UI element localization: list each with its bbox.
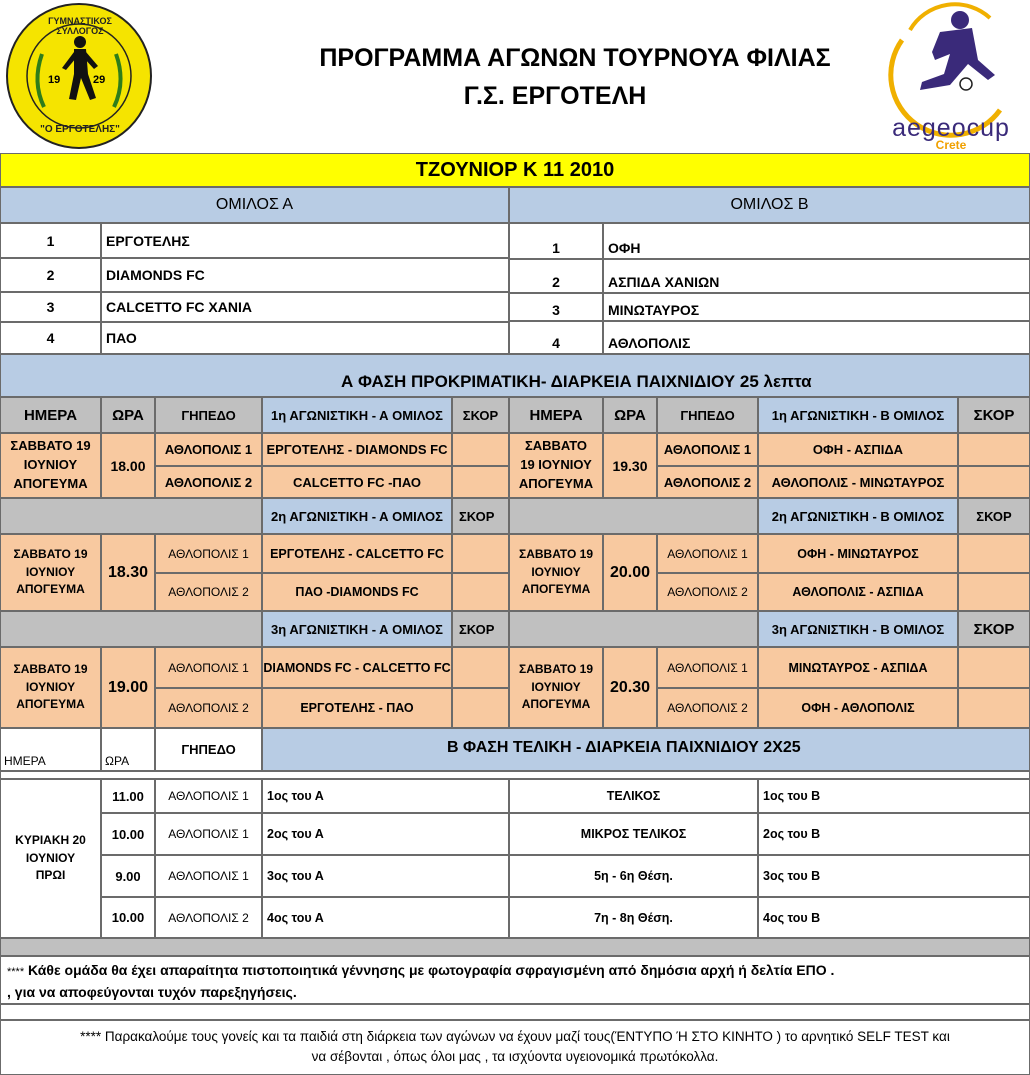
match-score-b bbox=[958, 688, 1030, 728]
match-field-b: ΑΘΛΟΠΟΛΙΣ 1 bbox=[657, 433, 758, 466]
match-field-b: ΑΘΛΟΠΟΛΙΣ 2 bbox=[657, 573, 758, 611]
match-time-b: 19.30 bbox=[603, 433, 657, 498]
note-2 bbox=[0, 1020, 1030, 1075]
final-team-b: 3ος του Β bbox=[758, 855, 1030, 897]
note-2-line1: **** Παρακαλούμε τους γονείς και τα παιδιά στη διάρκεια των αγώνων να έχουν μαζί τους(ΈΝΤΥΠΟ Ή ΣΤΟ ΚΙΝΗΤΟ ) το αρνητικό SELF TEST και bbox=[80, 1029, 950, 1044]
phase-a-title-text: Α ΦΑΣΗ ΠΡΟΚΡΙΜΑΤΙΚΗ- ΔΙΑΡΚΕΙΑ ΠΑΙΧΝΙΔΙΟΥ 25 λεπτα bbox=[341, 372, 812, 391]
match-fixture-a: ΠΑΟ -DIAMONDS FC bbox=[262, 573, 452, 611]
match-day-a: ΣΑΒΒΑΤΟ 19 ΙΟΥΝΙΟΥ ΑΠΟΓΕΥΜΑ bbox=[0, 534, 101, 611]
match-fixture-b: ΟΦΗ - ΑΣΠΙΔΑ bbox=[758, 433, 958, 466]
match-score-a bbox=[452, 573, 509, 611]
phase-b-spacer bbox=[0, 771, 1030, 779]
match-time-b: 20.30 bbox=[603, 647, 657, 728]
match-field-a: ΑΘΛΟΠΟΛΙΣ 1 bbox=[155, 534, 262, 573]
group-a-team-num: 2 bbox=[0, 258, 101, 292]
match-fixture-a: ΕΡΓΟΤΕΛΗΣ - CALCETTO FC bbox=[262, 534, 452, 573]
match-fixture-b: ΜΙΝΩΤΑΥΡΟΣ - ΑΣΠΙΔΑ bbox=[758, 647, 958, 688]
match-score-a bbox=[452, 688, 509, 728]
round-spacer-b bbox=[509, 498, 758, 534]
match-field-b: ΑΘΛΟΠΟΛΙΣ 2 bbox=[657, 466, 758, 498]
note-1 bbox=[0, 956, 1030, 1004]
group-a-team-name: CALCETTO FC ΧΑΝΙΑ bbox=[101, 292, 509, 322]
match-fixture-b: ΑΘΛΟΠΟΛΙΣ - ΑΣΠΙΔΑ bbox=[758, 573, 958, 611]
final-field: ΑΘΛΟΠΟΛΙΣ 1 bbox=[155, 855, 262, 897]
match-score-a bbox=[452, 433, 509, 466]
footballer-icon bbox=[920, 11, 995, 90]
note-1-prefix: **** bbox=[7, 966, 25, 978]
final-team-b: 4ος του Β bbox=[758, 897, 1030, 938]
match-field-a: ΑΘΛΟΠΟΛΙΣ 2 bbox=[155, 688, 262, 728]
phase-b-title: Β ΦΑΣΗ ΤΕΛΙΚΗ - ΔΙΑΡΚΕΙΑ ΠΑΙΧΝΙΔΙΟΥ 2Χ25 bbox=[262, 728, 1030, 771]
group-b-team-num: 4 bbox=[509, 321, 603, 354]
group-a-team-name: DIAMONDS FC bbox=[101, 258, 509, 292]
col-header-score-a: ΣΚΟΡ bbox=[452, 397, 509, 433]
round-label-b: 3η ΑΓΩΝΙΣΤΙΚΗ - Β ΟΜΙΛΟΣ bbox=[758, 611, 958, 647]
col-header-score-b: ΣΚΟΡ bbox=[958, 498, 1030, 534]
match-fixture-a: CALCETTO FC -ΠΑΟ bbox=[262, 466, 452, 498]
club-logo-top-text: ΓΥΜΝΑΣΤΙΚΟΣ ΣΥΛΛΟΓΟΣ bbox=[48, 16, 112, 36]
club-logo-year-right: 29 bbox=[93, 74, 106, 86]
separator-row bbox=[0, 938, 1030, 956]
round-spacer-b bbox=[509, 611, 758, 647]
note-spacer bbox=[0, 1004, 1030, 1020]
final-field: ΑΘΛΟΠΟΛΙΣ 1 bbox=[155, 779, 262, 813]
col-header-day-a: ΗΜΕΡΑ bbox=[0, 397, 101, 433]
match-score-b bbox=[958, 433, 1030, 466]
match-fixture-a: ΕΡΓΟΤΕΛΗΣ - ΠΑΟ bbox=[262, 688, 452, 728]
final-team-a: 3ος του Α bbox=[262, 855, 509, 897]
note-1-line1 bbox=[7, 960, 1023, 982]
round-spacer-a bbox=[0, 498, 262, 534]
phase-b-col-time: ΩΡΑ bbox=[101, 728, 155, 771]
final-title: 7η - 8η Θέση. bbox=[509, 897, 758, 938]
match-field-b: ΑΘΛΟΠΟΛΙΣ 1 bbox=[657, 534, 758, 573]
match-day-a: ΣΑΒΒΑΤΟ 19 ΙΟΥΝΙΟΥ ΑΠΟΓΕΥΜΑ bbox=[0, 433, 101, 498]
page-title-line1: ΠΡΟΓΡΑΜΜΑ ΑΓΩΝΩΝ ΤΟΥΡΝΟΥΑ ΦΙΛΙΑΣ bbox=[319, 44, 831, 72]
match-day-b: ΣΑΒΒΑΤΟ 19 ΙΟΥΝΙΟΥ ΑΠΟΓΕΥΜΑ bbox=[509, 433, 603, 498]
round-label-b: 2η ΑΓΩΝΙΣΤΙΚΗ - Β ΟΜΙΛΟΣ bbox=[758, 498, 958, 534]
col-header-time-a: ΩΡΑ bbox=[101, 397, 155, 433]
final-time: 10.00 bbox=[101, 813, 155, 855]
group-a-team-num: 1 bbox=[0, 223, 101, 258]
final-title: ΤΕΛΙΚΟΣ bbox=[509, 779, 758, 813]
final-field: ΑΘΛΟΠΟΛΙΣ 2 bbox=[155, 897, 262, 938]
match-score-b bbox=[958, 534, 1030, 573]
match-score-b bbox=[958, 466, 1030, 498]
match-day-b: ΣΑΒΒΑΤΟ 19 ΙΟΥΝΙΟΥ ΑΠΟΓΕΥΜΑ bbox=[509, 647, 603, 728]
round-label-b: 1η ΑΓΩΝΙΣΤΙΚΗ - Β ΟΜΙΛΟΣ bbox=[758, 397, 958, 433]
match-fixture-b: ΟΦΗ - ΑΘΛΟΠΟΛΙΣ bbox=[758, 688, 958, 728]
group-b-team-name: ΜΙΝΩΤΑΥΡΟΣ bbox=[603, 293, 1030, 321]
group-a-team-name: ΕΡΓΟΤΕΛΗΣ bbox=[101, 223, 509, 258]
match-time-a: 18.30 bbox=[101, 534, 155, 611]
group-a-team-name: ΠΑΟ bbox=[101, 322, 509, 354]
match-time-b: 20.00 bbox=[603, 534, 657, 611]
match-fixture-b: ΑΘΛΟΠΟΛΙΣ - ΜΙΝΩΤΑΥΡΟΣ bbox=[758, 466, 958, 498]
match-field-a: ΑΘΛΟΠΟΛΙΣ 1 bbox=[155, 647, 262, 688]
group-a-team-num: 4 bbox=[0, 322, 101, 354]
col-header-score-b: ΣΚΟΡ bbox=[958, 397, 1030, 433]
match-score-b bbox=[958, 647, 1030, 688]
category-title: ΤΖΟΥΝΙΟΡ Κ 11 2010 bbox=[0, 153, 1030, 187]
final-team-a: 2ος του Α bbox=[262, 813, 509, 855]
match-score-a bbox=[452, 647, 509, 688]
round-spacer-a bbox=[0, 611, 262, 647]
final-time: 10.00 bbox=[101, 897, 155, 938]
group-a-team-num: 3 bbox=[0, 292, 101, 322]
col-header-time-b: ΩΡΑ bbox=[603, 397, 657, 433]
col-header-field-b: ΓΗΠΕΔΟ bbox=[657, 397, 758, 433]
col-header-field-a: ΓΗΠΕΔΟ bbox=[155, 397, 262, 433]
round-label-a: 3η ΑΓΩΝΙΣΤΙΚΗ - Α ΟΜΙΛΟΣ bbox=[262, 611, 452, 647]
col-header-score-a: ΣΚΟΡ bbox=[452, 611, 509, 647]
round-label-a: 1η ΑΓΩΝΙΣΤΙΚΗ - Α ΟΜΙΛΟΣ bbox=[262, 397, 452, 433]
cup-logo-name: aegeocup bbox=[892, 114, 1010, 142]
match-time-a: 18.00 bbox=[101, 433, 155, 498]
phase-b-col-day: ΗΜΕΡΑ bbox=[0, 728, 101, 771]
group-b-team-name: ΟΦΗ bbox=[603, 223, 1030, 259]
final-team-b: 1ος του Β bbox=[758, 779, 1030, 813]
match-field-a: ΑΘΛΟΠΟΛΙΣ 2 bbox=[155, 466, 262, 498]
match-time-a: 19.00 bbox=[101, 647, 155, 728]
final-title: 5η - 6η Θέση. bbox=[509, 855, 758, 897]
header-area bbox=[0, 0, 1030, 153]
match-field-a: ΑΘΛΟΠΟΛΙΣ 1 bbox=[155, 433, 262, 466]
final-title: ΜΙΚΡΟΣ ΤΕΛΙΚΟΣ bbox=[509, 813, 758, 855]
match-field-b: ΑΘΛΟΠΟΛΙΣ 2 bbox=[657, 688, 758, 728]
round-label-a: 2η ΑΓΩΝΙΣΤΙΚΗ - Α ΟΜΙΛΟΣ bbox=[262, 498, 452, 534]
note-1-line2: , για να αποφεύγονται τυχόν παρεξηγήσεις. bbox=[7, 984, 297, 1000]
note-2-line2: να σέβονται , όπως όλοι μας , τα ισχύοντα υγειονομικά πρωτόκολλα. bbox=[311, 1049, 719, 1064]
final-team-a: 1ος του Α bbox=[262, 779, 509, 813]
page-title-line2: Γ.Σ. ΕΡΓΟΤΕΛΗ bbox=[463, 82, 647, 110]
phase-b-day: ΚΥΡΙΑΚΗ 20 ΙΟΥΝΙΟΥ ΠΡΩΙ bbox=[0, 779, 101, 938]
final-team-b: 2ος του Β bbox=[758, 813, 1030, 855]
match-fixture-a: ΕΡΓΟΤΕΛΗΣ - DIAMONDS FC bbox=[262, 433, 452, 466]
match-score-a bbox=[452, 466, 509, 498]
match-field-a: ΑΘΛΟΠΟΛΙΣ 2 bbox=[155, 573, 262, 611]
group-b-team-num: 2 bbox=[509, 259, 603, 293]
match-field-b: ΑΘΛΟΠΟΛΙΣ 1 bbox=[657, 647, 758, 688]
note-1-text: Κάθε ομάδα θα έχει απαραίτητα πιστοποιητικά γέννησης με φωτογραφία σφραγισμένη από δημόσια αρχή ή δελτία ΕΠΟ . bbox=[28, 962, 835, 978]
final-time: 9.00 bbox=[101, 855, 155, 897]
match-fixture-a: DIAMONDS FC - CALCETTO FC bbox=[262, 647, 452, 688]
group-b-team-name: ΑΘΛΟΠΟΛΙΣ bbox=[603, 321, 1030, 354]
phase-a-title bbox=[0, 354, 1030, 397]
match-day-a: ΣΑΒΒΑΤΟ 19 ΙΟΥΝΙΟΥ ΑΠΟΓΕΥΜΑ bbox=[0, 647, 101, 728]
match-score-b bbox=[958, 573, 1030, 611]
final-time: 11.00 bbox=[101, 779, 155, 813]
cup-logo-sub: Crete bbox=[935, 138, 967, 152]
group-b-header: ΟΜΙΛΟΣ Β bbox=[509, 187, 1030, 223]
club-logo-year-left: 19 bbox=[48, 74, 61, 86]
final-team-a: 4ος του Α bbox=[262, 897, 509, 938]
final-field: ΑΘΛΟΠΟΛΙΣ 1 bbox=[155, 813, 262, 855]
match-score-a bbox=[452, 534, 509, 573]
match-fixture-b: ΟΦΗ - ΜΙΝΩΤΑΥΡΟΣ bbox=[758, 534, 958, 573]
col-header-day-b: ΗΜΕΡΑ bbox=[509, 397, 603, 433]
group-a-header: ΟΜΙΛΟΣ Α bbox=[0, 187, 509, 223]
group-b-team-name: ΑΣΠΙΔΑ ΧΑΝΙΩΝ bbox=[603, 259, 1030, 293]
group-b-team-num: 3 bbox=[509, 293, 603, 321]
phase-b-col-field: ΓΗΠΕΔΟ bbox=[155, 728, 262, 771]
match-day-b: ΣΑΒΒΑΤΟ 19 ΙΟΥΝΙΟΥ ΑΠΟΓΕΥΜΑ bbox=[509, 534, 603, 611]
group-b-team-num: 1 bbox=[509, 223, 603, 259]
col-header-score-b: ΣΚΟΡ bbox=[958, 611, 1030, 647]
col-header-score-a: ΣΚΟΡ bbox=[452, 498, 509, 534]
club-logo-bottom-text: "Ο ΕΡΓΟΤΕΛΗΣ" bbox=[40, 124, 120, 135]
